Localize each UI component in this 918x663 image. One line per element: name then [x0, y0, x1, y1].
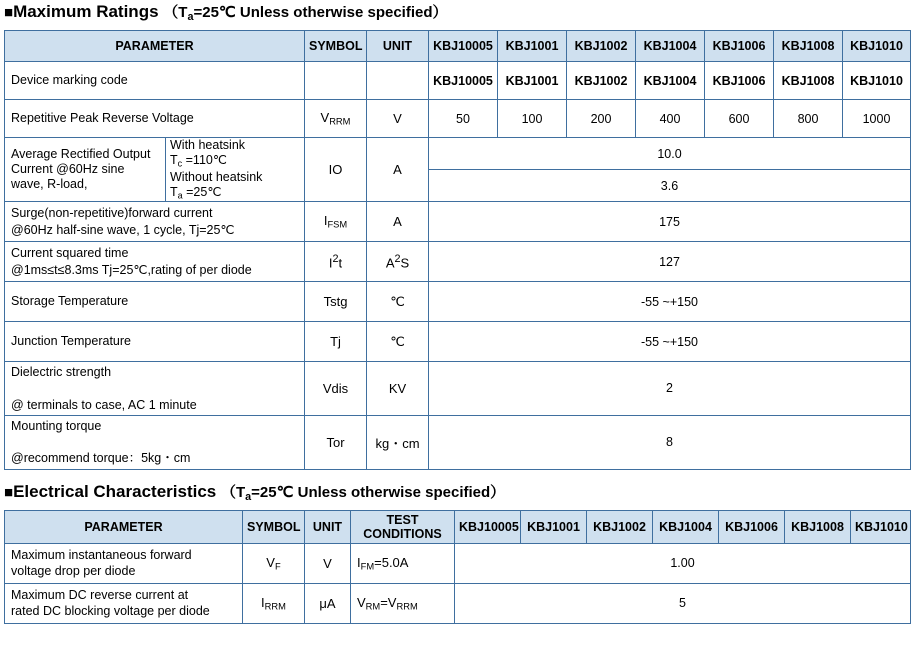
electrical-title-text: Electrical Characteristics: [13, 481, 217, 501]
section-spacer: [0, 470, 918, 480]
header-part-kbj1010: KBJ1010: [843, 31, 911, 62]
header-test-conditions: TEST CONDITIONS: [351, 510, 455, 543]
table-row-marking-code: [5, 62, 911, 100]
header-part-kbj1008: KBJ1008: [774, 31, 843, 62]
header-part-kbj1006: KBJ1006: [705, 31, 774, 62]
cell-io-without-heatsink: 3.6: [429, 170, 911, 202]
table-row-vdis: [5, 362, 911, 416]
cell-vrrm-kbj1010: 1000: [843, 100, 911, 138]
row-label-tor: Mounting torque @recommend torque：5kg・cm: [5, 415, 305, 469]
row-unit-vf: V: [305, 543, 351, 583]
cell-vf-value: 1.00: [455, 543, 911, 583]
row-symbol-vf: $V_F$: [243, 543, 305, 583]
header-part2-kbj10005: KBJ10005: [455, 510, 521, 543]
cell-vrrm-kbj1001: 100: [498, 100, 567, 138]
header-part-kbj1002: KBJ1002: [567, 31, 636, 62]
bullet-icon-2: ■: [4, 483, 14, 501]
header-part-kbj1004: KBJ1004: [636, 31, 705, 62]
cell-tor-value: 8: [429, 415, 911, 469]
table-row-vf: [5, 543, 911, 583]
row-label-ifsm: Surge(non-repetitive)forward current @60Hz half-sine wave, 1 cycle, Tj=25℃: [5, 202, 305, 242]
row-unit-marking-code: [367, 62, 429, 100]
cell-irrm-value: 5: [455, 583, 911, 623]
electrical-condition: （$T_a=25℃$ Unless otherwise specified）: [220, 483, 506, 503]
cell-vrrm-kbj1002: 200: [567, 100, 636, 138]
table-header-row: [5, 31, 911, 62]
header-part-kbj10005: KBJ10005: [429, 31, 498, 62]
header-parameter-2: PARAMETER: [5, 510, 243, 543]
header-symbol-2: SYMBOL: [243, 510, 305, 543]
row-unit-vrrm: V: [367, 100, 429, 138]
table-row-irrm: [5, 583, 911, 623]
header-part2-kbj1002: KBJ1002: [587, 510, 653, 543]
cell-vrrm-kbj1006: 600: [705, 100, 774, 138]
table-row-tor: [5, 415, 911, 469]
table-row-tj: [5, 322, 911, 362]
row-symbol-marking-code: [305, 62, 367, 100]
row-symbol-tstg: Tstg: [305, 282, 367, 322]
row-symbol-vrrm: $V_{RRM}$: [305, 100, 367, 138]
row-label-io-text: Average Rectified Output Current @60Hz sine wave, R-load,: [11, 147, 151, 192]
table-row-ifsm: [5, 202, 911, 242]
row-symbol-irrm: $I_{RRM}$: [243, 583, 305, 623]
row-unit-i2t: $A^2S$: [367, 242, 429, 282]
cell-marking-kbj1008: KBJ1008: [774, 62, 843, 100]
row-label-io: [5, 138, 305, 202]
cell-marking-kbj1002: KBJ1002: [567, 62, 636, 100]
electrical-characteristics-table: [4, 510, 911, 624]
electrical-title: [4, 482, 918, 507]
table-row-tstg: [5, 282, 911, 322]
row-symbol-io: IO: [305, 138, 367, 202]
row-unit-tor: kg・cm: [367, 415, 429, 469]
row-label-irrm: Maximum DC reverse current at rated DC blocking voltage per diode: [5, 583, 243, 623]
row-test-irrm: $V_{RM}=V_{RRM}$: [351, 583, 455, 623]
max-ratings-title-text: Maximum Ratings: [13, 2, 159, 21]
row-unit-irrm: μA: [305, 583, 351, 623]
header-part2-kbj1010: KBJ1010: [851, 510, 911, 543]
cell-marking-kbj10005: KBJ10005: [429, 62, 498, 100]
row-label-io-cond-bottom: Without heatsink $T_a$ =25℃: [166, 170, 305, 201]
datasheet-page: [0, 2, 918, 663]
row-symbol-tor: Tor: [305, 415, 367, 469]
row-unit-io: A: [367, 138, 429, 202]
cell-tj-value: -55 ~+150: [429, 322, 911, 362]
max-ratings-condition: （$T_a=25℃$ Unless otherwise specified）: [163, 4, 448, 24]
cell-ifsm-value: 175: [429, 202, 911, 242]
row-unit-tj: ℃: [367, 322, 429, 362]
table-header-row-electrical: [5, 510, 911, 543]
max-ratings-table: [4, 30, 911, 470]
row-test-vf: $I_{FM}=5.0A$: [351, 543, 455, 583]
cell-marking-kbj1001: KBJ1001: [498, 62, 567, 100]
cell-vrrm-kbj1008: 800: [774, 100, 843, 138]
header-unit-2: UNIT: [305, 510, 351, 543]
row-label-vf: Maximum instantaneous forward voltage drop per diode: [5, 543, 243, 583]
row-unit-vdis: KV: [367, 362, 429, 416]
row-label-marking-code: Device marking code: [5, 62, 305, 100]
header-part-kbj1001: KBJ1001: [498, 31, 567, 62]
bullet-icon: ■: [4, 4, 14, 21]
header-parameter: PARAMETER: [5, 31, 305, 62]
cell-marking-kbj1010: KBJ1010: [843, 62, 911, 100]
row-symbol-tj: Tj: [305, 322, 367, 362]
cell-tstg-value: -55 ~+150: [429, 282, 911, 322]
header-part2-kbj1008: KBJ1008: [785, 510, 851, 543]
header-part2-kbj1006: KBJ1006: [719, 510, 785, 543]
row-symbol-vdis: Vdis: [305, 362, 367, 416]
table-row-io-with-heatsink: [5, 138, 911, 170]
row-label-tj: Junction Temperature: [5, 322, 305, 362]
table-row-vrrm: [5, 100, 911, 138]
cell-vrrm-kbj10005: 50: [429, 100, 498, 138]
row-symbol-ifsm: $I_{FSM}$: [305, 202, 367, 242]
row-symbol-i2t: $I^2t$: [305, 242, 367, 282]
row-label-vrrm: Repetitive Peak Reverse Voltage: [5, 100, 305, 138]
row-label-io-cond-top: With heatsink $T_c$ =110℃: [166, 138, 305, 169]
row-label-i2t: Current squared time @1ms≤t≤8.3ms Tj=25℃,rating of per diode: [5, 242, 305, 282]
cell-io-with-heatsink: 10.0: [429, 138, 911, 170]
cell-marking-kbj1006: KBJ1006: [705, 62, 774, 100]
max-ratings-title: [4, 2, 918, 27]
table-row-i2t: [5, 242, 911, 282]
cell-vdis-value: 2: [429, 362, 911, 416]
row-unit-ifsm: A: [367, 202, 429, 242]
cell-i2t-value: 127: [429, 242, 911, 282]
header-unit: UNIT: [367, 31, 429, 62]
row-label-vdis: Dielectric strength @ terminals to case, AC 1 minute: [5, 362, 305, 416]
header-part2-kbj1004: KBJ1004: [653, 510, 719, 543]
row-label-tstg: Storage Temperature: [5, 282, 305, 322]
cell-vrrm-kbj1004: 400: [636, 100, 705, 138]
row-unit-tstg: ℃: [367, 282, 429, 322]
header-symbol: SYMBOL: [305, 31, 367, 62]
header-part2-kbj1001: KBJ1001: [521, 510, 587, 543]
cell-marking-kbj1004: KBJ1004: [636, 62, 705, 100]
